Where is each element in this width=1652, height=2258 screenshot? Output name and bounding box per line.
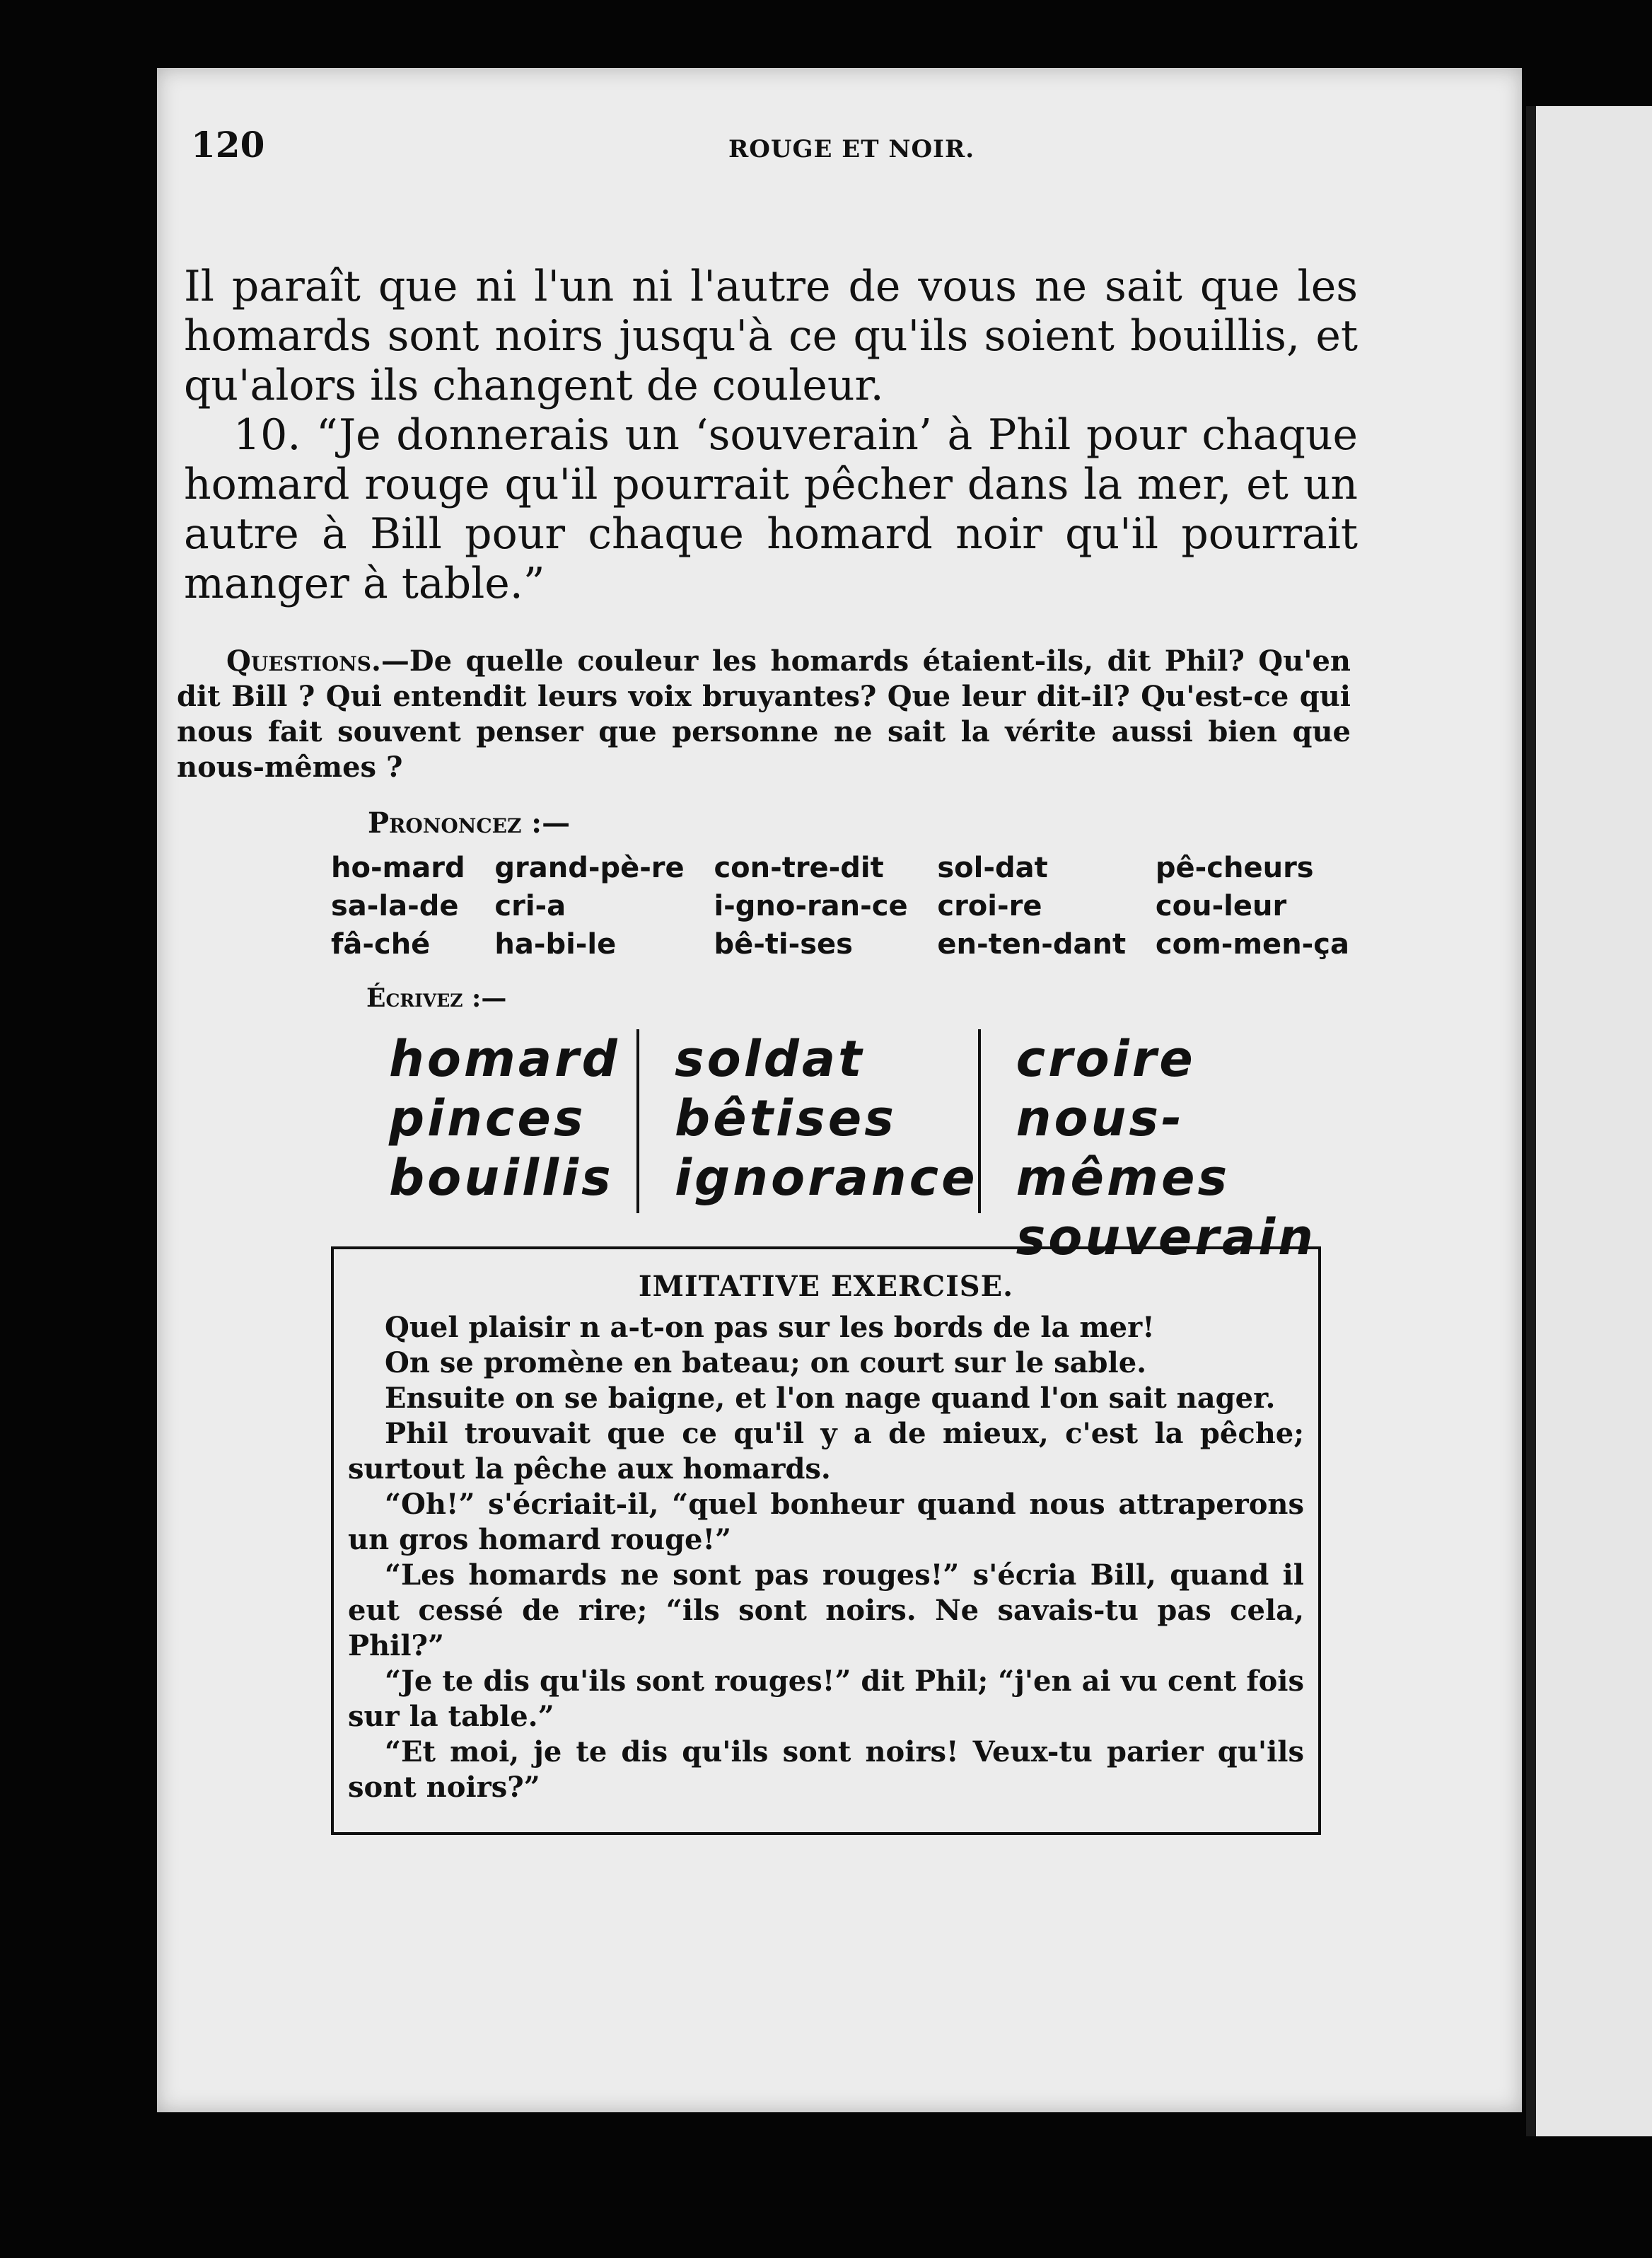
spelling-word: homard <box>389 1030 620 1088</box>
spelling-word: ignorance <box>675 1149 978 1207</box>
exercise-paragraph: Phil trouvait que ce qu'il y a de mieux, c'est la pêche; surtout la pêche aux homards. <box>348 1417 1304 1486</box>
main-text <box>184 262 1358 608</box>
syllable-word: cou-leur <box>1155 890 1287 922</box>
spelling-word: bouillis <box>389 1149 614 1207</box>
syllable-word: bê-ti-ses <box>714 928 853 961</box>
spelling-word: bêtises <box>675 1089 897 1147</box>
questions-text: —De quelle couleur les homards étaient-ils, dit Phil? Qu'en dit Bill ? Qui entendit leurs voix bruyantes? Que leur dit-il? Qu'est-ce qui nous fait souvent penser que personne ne sait la vérite aussi bien que nous-mêmes ? <box>177 644 1351 784</box>
ecrivez-grid <box>375 1029 1351 1266</box>
syllable-word: en-ten-dant <box>937 928 1127 961</box>
spelling-word: croire <box>1016 1030 1196 1088</box>
ecrivez-column <box>981 1029 1351 1266</box>
syllable-word: sol-dat <box>937 852 1048 884</box>
questions-label: Questions. <box>226 644 381 678</box>
spelling-word: souverain <box>1016 1208 1316 1266</box>
exercise-paragraph: On se promène en bateau; on court sur le sable. <box>385 1346 1147 1379</box>
spelling-word: nous-mêmes <box>1016 1089 1231 1207</box>
prononcez-column <box>937 849 1126 963</box>
exercise-paragraph: “Et moi, je te dis qu'ils sont noirs! Veux-tu parier qu'ils sont noirs?” <box>348 1735 1304 1804</box>
paragraph-1: Il paraît que ni l'un ni l'autre de vous ne sait que les homards sont noirs jusqu'à ce qu'ils soient bouillis, et qu'alors ils changent de couleur. <box>184 262 1358 410</box>
prononcez-title: Prononcez :— <box>368 806 571 840</box>
ecrivez-column <box>375 1029 639 1213</box>
syllable-word: croi-re <box>937 890 1042 922</box>
page-header <box>191 124 1602 173</box>
exercise-paragraph: Quel plaisir n a-t-on pas sur les bords de la mer! <box>385 1311 1155 1344</box>
imitative-exercise-box <box>331 1246 1321 1835</box>
page-number: 120 <box>191 124 265 166</box>
syllable-word: pê-cheurs <box>1155 852 1314 884</box>
exercise-title: IMITATIVE EXERCISE. <box>638 1270 1014 1303</box>
prononcez-grid <box>331 849 1349 963</box>
syllable-word: cri-a <box>494 890 566 922</box>
syllable-word: sa-la-de <box>331 890 459 922</box>
syllable-word: fâ-ché <box>331 928 431 961</box>
exercise-paragraph: Ensuite on se baigne, et l'on nage quand l'on sait nager. <box>385 1382 1276 1415</box>
prononcez-column <box>1156 849 1349 963</box>
prononcez-column <box>494 849 684 963</box>
spelling-word: pinces <box>389 1089 586 1147</box>
exercise-paragraph: “Je te dis qu'ils sont rouges!” dit Phil; “j'en ai vu cent fois sur la table.” <box>348 1664 1304 1733</box>
syllable-word: ho-mard <box>331 852 465 884</box>
prononcez-column <box>331 849 465 963</box>
syllable-word: ha-bi-le <box>494 928 617 961</box>
ecrivez-column <box>639 1029 981 1213</box>
paragraph-2: 10. “Je donnerais un ‘souverain’ à Phil pour chaque homard rouge qu'il pourrait pêcher dans la mer, et un autre à Bill pour chaque homard noir qu'il pourrait manger à table.” <box>184 410 1358 608</box>
ecrivez-title: Écrivez :— <box>366 983 507 1013</box>
running-title: ROUGE ET NOIR. <box>728 135 975 163</box>
syllable-word: com-men-ça <box>1155 928 1349 961</box>
prononcez-column <box>714 849 907 963</box>
exercise-paragraph: “Les homards ne sont pas rouges!” s'écria Bill, quand il eut cessé de rire; “ils sont noirs. Ne savais-tu pas cela, Phil?” <box>348 1558 1304 1662</box>
spelling-word: soldat <box>675 1030 865 1088</box>
exercise-paragraph: “Oh!” s'écriait-il, “quel bonheur quand nous attraperons un gros homard rouge!” <box>348 1488 1304 1556</box>
questions-block <box>177 644 1351 785</box>
adjacent-page-edge <box>1526 106 1652 2136</box>
syllable-word: i-gno-ran-ce <box>714 890 908 922</box>
syllable-word: grand-pè-re <box>494 852 685 884</box>
syllable-word: con-tre-dit <box>714 852 884 884</box>
